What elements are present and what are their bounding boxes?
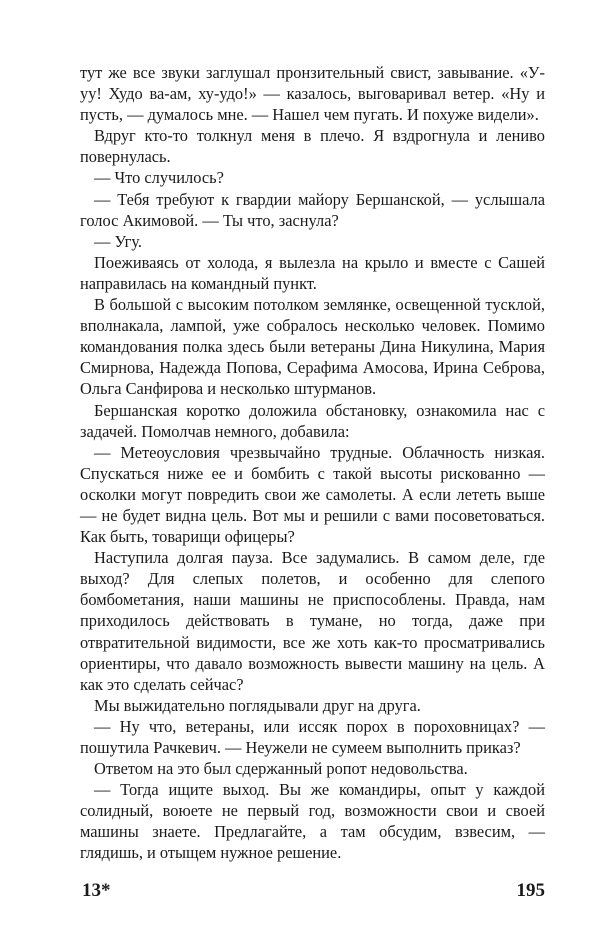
page-footer (80, 880, 545, 910)
signature-mark: 13* (82, 880, 111, 901)
paragraph-continuation: тут же все звуки заглушал пронзительный свист, завывание. «У-уу! Худо ва-ам, ху-удо!» — казалось, выговаривал ветер. «Ну и пусть, — думалось мне. — Нашел чем пугать. И похуже видели». (80, 63, 545, 125)
paragraph: Ответом на это был сдержанный ропот недовольства. (94, 759, 468, 779)
page-number: 195 (516, 880, 545, 901)
dialogue-line: — Что случилось? (94, 168, 224, 188)
page-body (80, 62, 545, 864)
paragraph: Поеживаясь от холода, я вылезла на крыло и вместе с Сашей направилась на командный пункт. (80, 252, 545, 293)
paragraph: В большой с высоким потолком землянке, освещенной тусклой, вполнакала, лампой, уже собралось несколько человек. Помимо командования полка здесь были ветераны Дина Никулина, Мария Смирнова, Надежда Попова, Серафима Амосова, Ирина Себрова, Ольга Санфирова и несколько штурманов. (80, 295, 545, 399)
paragraph: Бершанская коротко доложила обстановку, ознакомила нас с задачей. Помолчав немного, добавила: (80, 400, 545, 441)
dialogue-line: — Тебя требуют к гвардии майору Бершанской, — услышала голос Акимовой. — Ты что, заснула? (80, 189, 545, 230)
dialogue-line: — Тогда ищите выход. Вы же командиры, опыт у каждой солидный, воюете не первый год, возможности свои и своей машины знаете. Предлагайте, а там обсудим, взвесим, — глядишь, и отыщем нужное решение. (80, 780, 545, 863)
paragraph: Наступила долгая пауза. Все задумались. В самом деле, где выход? Для слепых полетов, и особенно для слепого бомбометания, наши машины не приспособлены. Правда, нам приходилось действовать в тумане, но тогда, даже при отвратительной видимости, все же хоть как-то просматривались ориентиры, что давало возможность вывести машину на цель. А как это сделать сейчас? (80, 548, 545, 694)
dialogue-line: — Ну что, ветераны, или иссяк порох в пороховницах? — пошутила Рачкевич. — Неужели не сумеем выполнить приказ? (80, 716, 545, 757)
dialogue-line: — Метеоусловия чрезвычайно трудные. Облачность низкая. Спускаться ниже ее и бомбить с такой высоты рискованно — осколки могут повредить свои же самолеты. А если лететь выше — не будет видна цель. Вот мы и решили с вами посоветоваться. Как быть, товарищи офицеры? (80, 442, 545, 547)
dialogue-line: — Угу. (94, 231, 143, 251)
paragraph: Вдруг кто-то толкнул меня в плечо. Я вздрогнула и лениво повернулась. (80, 126, 545, 167)
paragraph: Мы выжидательно поглядывали друг на друга. (94, 695, 421, 715)
